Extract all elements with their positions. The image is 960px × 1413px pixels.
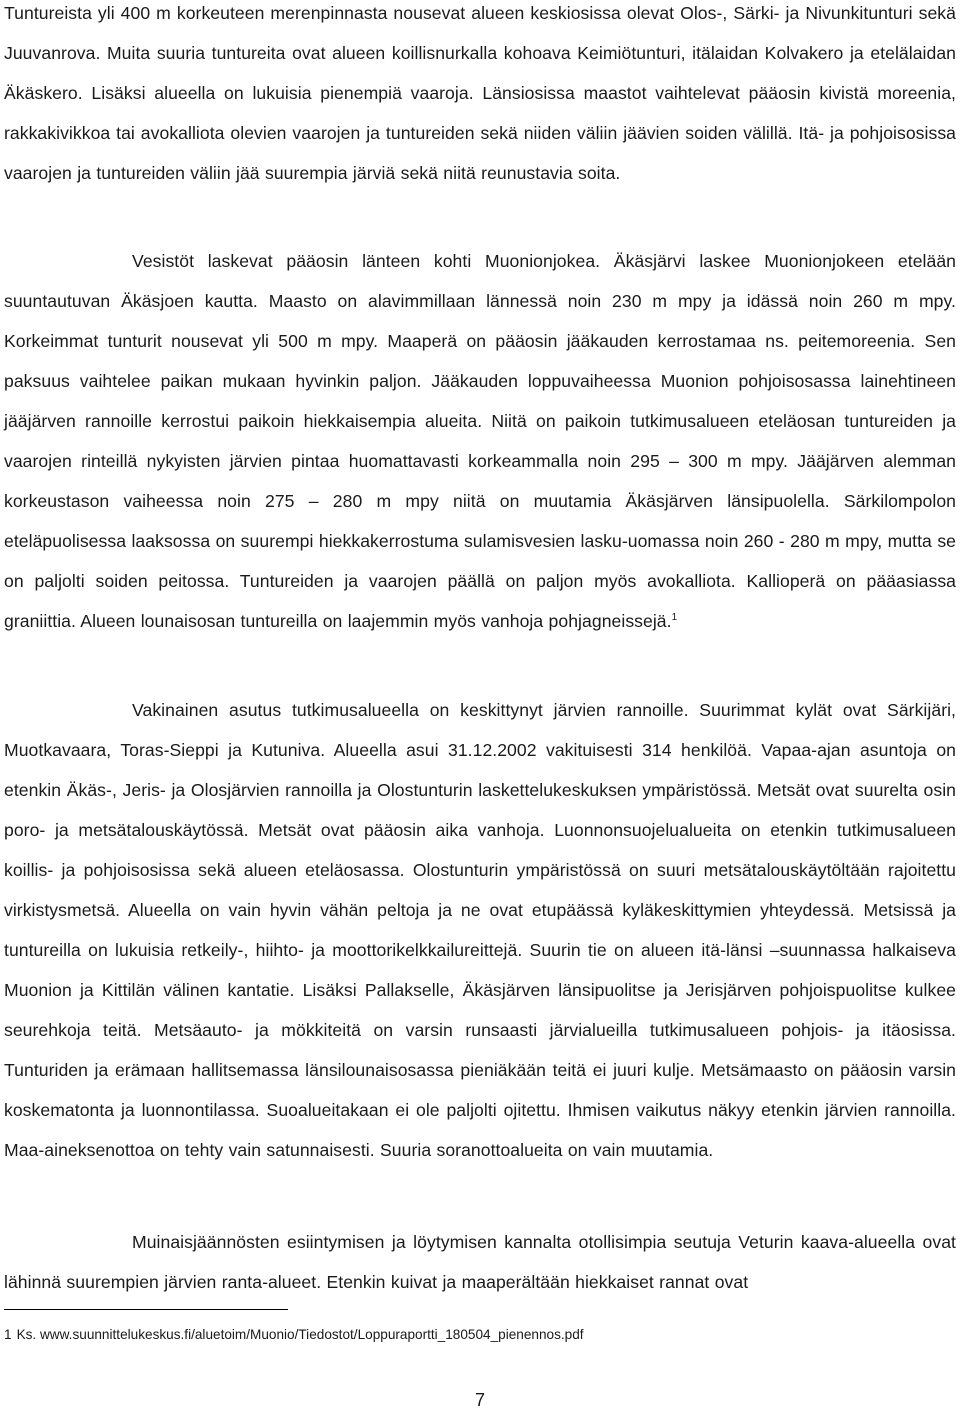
paragraph-waters-soil (4, 241, 956, 641)
footnote-separator (4, 1309, 288, 1310)
footnote (4, 1326, 584, 1344)
footnote-reference: 1 (671, 612, 678, 623)
footnote-mark: 1 (4, 1327, 12, 1342)
page-number: 7 (474, 1390, 485, 1410)
paragraph-settlement: Vakinainen asutus tutkimusalueella on keskittynyt järvien rannoille. Suurimmat kylät ovat Särkijäri, Muotkavaara, Toras-Sieppi ja Kutuniva. Alueella asui 31.12.2002 vakituisesti 314 henkilöä. Vapaa-ajan asuntoja on etenkin Äkäs-, Jeris- ja Olosjärvien rannoilla ja Olostunturin laskettelukeskuksen ympäristössä. Metsät ovat suurelta osin poro- ja metsätalouskäytössä. Metsät ovat pääosin aika vanhoja. Luonnonsuojelualueita on etenkin tutkimusalueen koillis- ja pohjoisosissa sekä alueen eteläosassa. Olostunturin ympäristössä on suuri metsätalouskäytöltään rajoitettu virkistysmetsä. Alueella on vain hyvin vähän peltoja ja ne ovat etupäässä kyläkeskittymien yhteydessä. Metsissä ja tuntureilla on lukuisia retkeily-, hiihto- ja moottorikelkkailureittejä. Suurin tie on alueen itä-länsi –suunnassa halkaiseva Muonion ja Kittilän välinen kantatie. Lisäksi Pallakselle, Äkäsjärven länsipuolitse ja Jerisjärven pohjoispuolitse kulkee seurehkoja teitä. Metsäauto- ja mökkiteitä on varsin runsaasti järvialueilla tutkimusalueen pohjois- ja itäosissa. Tunturiden ja erämaan hallitsemassa länsilounaisosassa pieniäkään teitä ei juuri kulje. Metsämaasto on pääosin varsin koskematonta ja luonnontilassa. Suoalueitakaan ei ole paljolti ojitettu. Ihmisen vaikutus näkyy etenkin järvien rannoilla. Maa-aineksenottoa on tehty vain satunnaisesti. Suuria soranottoalueita on vain muutamia. (4, 700, 956, 1160)
paragraph-waters-soil-text: Vesistöt laskevat pääosin länteen kohti Muonionjokea. Äkäsjärvi laskee Muonionjokeen etelään suuntautuvan Äkäsjoen kautta. Maasto on alavimmillaan lännessä noin 230 m mpy ja idässä noin 260 m mpy. Korkeimmat tunturit nousevat yli 500 m mpy. Maaperä on pääosin jääkauden kerrostamaa ns. peitemoreenia. Sen paksuus vaihtelee paikan mukaan hyvinkin paljon. Jääkauden loppuvaiheessa Muonion pohjoisosassa lainehtineen jääjärven rannoille kerrostui paikoin hiekkaisempia alueita. Niitä on paikoin tutkimusalueen eteläosan tuntureiden ja vaarojen rinteillä nykyisten järvien pintaa huomattavasti korkeammalla noin 295 – 300 m mpy. Jääjärven alemman korkeustason vaiheessa noin 275 – 280 m mpy niitä on muutamia Äkäsjärven länsipuolella. Särkilompolon eteläpuolisessa laaksossa on suurempi hiekkakerrostuma sulamisvesien lasku-uomassa noin 260 - 280 m mpy, mutta se on paljolti soiden peitossa. Tuntureiden ja vaarojen päällä on paljon myös avokalliota. Kallioperä on pääasiassa graniittia. Alueen lounaisosan tuntureilla on laajemmin myös vanhoja pohjagneissejä. (4, 251, 956, 631)
paragraph-terrain: Tuntureista yli 400 m korkeuteen merenpinnasta nousevat alueen keskiosissa olevat Olos-, Särki- ja Nivunkitunturi sekä Juuvanrova. Muita suuria tuntureita ovat alueen koillisnurkalla kohoava Keimiötunturi, itälaidan Kolvakero ja etelälaidan Äkäskero. Lisäksi alueella on lukuisia pienempiä vaaroja. Länsiosissa maastot vaihtelevat pääosin kivistä moreenia, rakkakivikkoa tai avokalliota olevien vaarojen ja tuntureiden sekä niiden väliin jäävien soiden välillä. Itä- ja pohjoisosissa vaarojen ja tuntureiden väliin jää suurempia järviä sekä niitä reunustavia soita. (4, 3, 956, 183)
paragraph-ancient-remains: Muinaisjäännösten esiintymisen ja löytymisen kannalta otollisimpia seutuja Veturin kaava-alueella ovat lähinnä suurempien järvien ranta-alueet. Etenkin kuivat ja maaperältään hiekkaiset rannat ovat (4, 1232, 956, 1292)
footnote-text: Ks. www.suunnittelukeskus.fi/aluetoim/Muonio/Tiedostot/Loppuraportti_180504_pienennos.pdf (16, 1327, 584, 1342)
